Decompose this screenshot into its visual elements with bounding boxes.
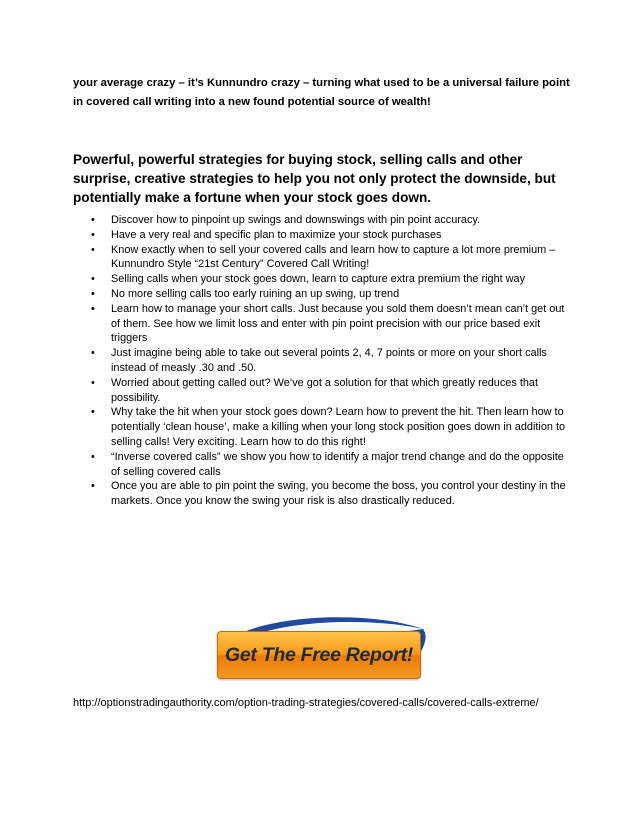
list-item: • No more selling calls too early ruining an up swing, up trend xyxy=(73,287,573,302)
get-free-report-label: Get The Free Report! xyxy=(225,643,413,666)
list-item: • Just imagine being able to take out several points 2, 4, 7 points or more on your short calls instead of measly .30 and .50. xyxy=(73,346,573,376)
list-item: • Worried about getting called out? We’ve got a solution for that which greatly reduces that possibility. xyxy=(73,376,573,406)
list-item: • Selling calls when your stock goes down, learn to capture extra premium the right way xyxy=(73,272,573,287)
list-item: • Why take the hit when your stock goes down? Learn how to prevent the hit. Then learn how to potentially ‘clean house’, make a killing when your long stock position goes down in addition to selling calls! Very exciting. Learn how to do this right! xyxy=(73,405,573,449)
list-item: • Once you are able to pin point the swing, you become the boss, you control your destiny in the markets. Once you know the swing your risk is also drastically reduced. xyxy=(73,479,573,509)
list-item: • Have a very real and specific plan to maximize your stock purchases xyxy=(73,228,573,243)
list-item: • Learn how to manage your short calls. Just because you sold them doesn’t mean can’t get out of them. See how we limit loss and enter with pin point precision with our price based exit triggers xyxy=(73,302,573,346)
list-item: • Know exactly when to sell your covered calls and learn how to capture a lot more premium – Kunnundro Style “21st Century” Covered Call Writing! xyxy=(73,243,573,273)
get-free-report-button[interactable] xyxy=(217,631,421,679)
source-url: http://optionstradingauthority.com/option-trading-strategies/covered-calls/covered-calls-extreme/ xyxy=(73,697,539,709)
benefits-list xyxy=(73,213,573,509)
list-item: • Discover how to pinpoint up swings and downswings with pin point accuracy. xyxy=(73,213,573,228)
list-item: • “Inverse covered calls” we show you how to identify a major trend change and do the opposite of selling covered calls xyxy=(73,450,573,480)
intro-paragraph: your average crazy – it’s Kunnundro crazy – turning what used to be a universal failure point in covered call writing into a new found potential source of wealth! xyxy=(73,77,570,108)
free-report-banner xyxy=(209,609,433,687)
section-heading: Powerful, powerful strategies for buying stock, selling calls and other surprise, creative strategies to help you not only protect the downside, but potentially make a fortune when your stock goes down. xyxy=(73,152,556,205)
